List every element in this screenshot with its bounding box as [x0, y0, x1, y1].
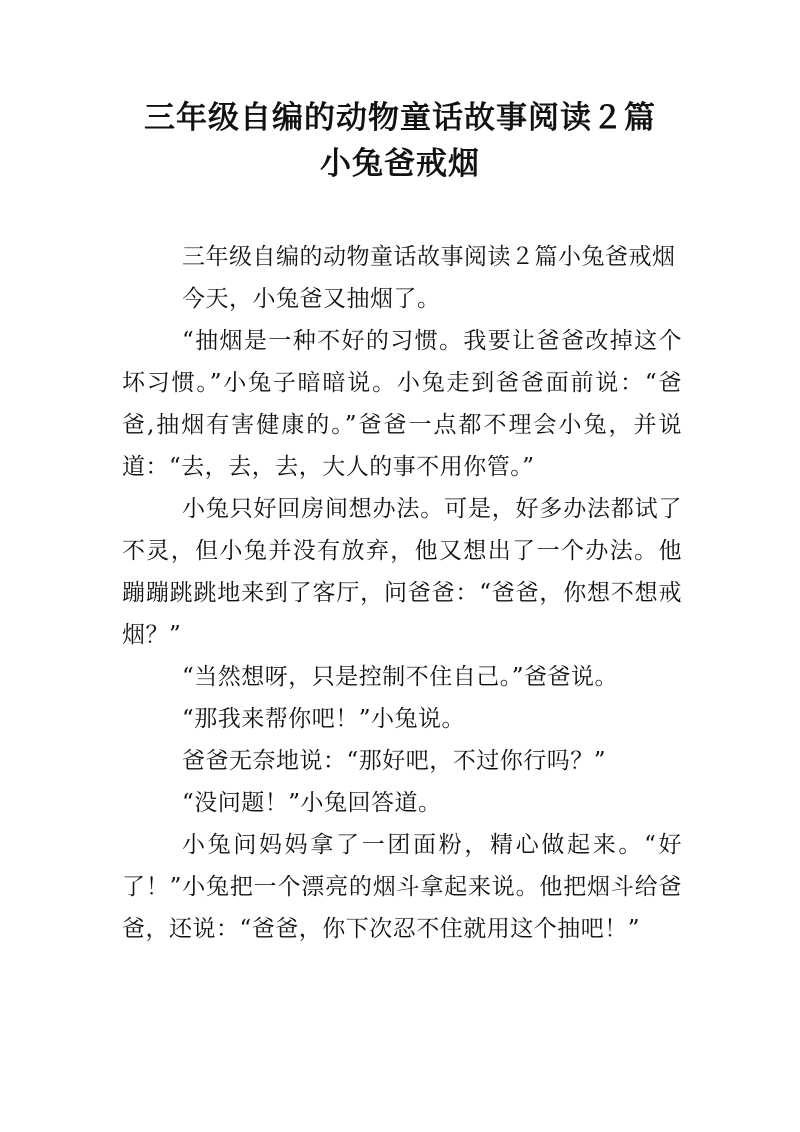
paragraph: 小兔问妈妈拿了一团面粉，精心做起来。“好了！”小兔把一个漂亮的烟斗拿起来说。他把烟斗给爸爸，还说：“爸爸，你下次忍不住就用这个抽吧！” [122, 832, 682, 942]
document-body [122, 236, 682, 950]
document-title-line-2: 小兔爸戒烟 [320, 146, 480, 182]
paragraph: 今天，小兔爸又抽烟了。 [182, 286, 441, 312]
paragraph: “当然想呀，只是控制不住自己。”爸爸说。 [182, 664, 619, 690]
paragraph: 三年级自编的动物童话故事阅读２篇小兔爸戒烟 [182, 244, 676, 270]
paragraph: 爸爸无奈地说：“那好吧，不过你行吗？” [182, 748, 607, 774]
paragraph: “没问题！”小兔回答道。 [182, 790, 442, 816]
document-title-line-1: 三年级自编的动物童话故事阅读２篇 [144, 100, 656, 136]
paragraph: 小兔只好回房间想办法。可是，好多办法都试了不灵，但小兔并没有放弃，他又想出了一个办法。他蹦蹦跳跳地来到了客厅，问爸爸：“爸爸，你想不想戒烟？” [122, 496, 682, 648]
paragraph: “抽烟是一种不好的习惯。我要让爸爸改掉这个坏习惯。”小兔子暗暗说。小兔走到爸爸面前说：“爸爸,抽烟有害健康的。”爸爸一点都不理会小兔，并说道：“去，去，去，大人的事不用你管。” [122, 328, 682, 480]
paragraph: “那我来帮你吧！”小兔说。 [182, 706, 466, 732]
